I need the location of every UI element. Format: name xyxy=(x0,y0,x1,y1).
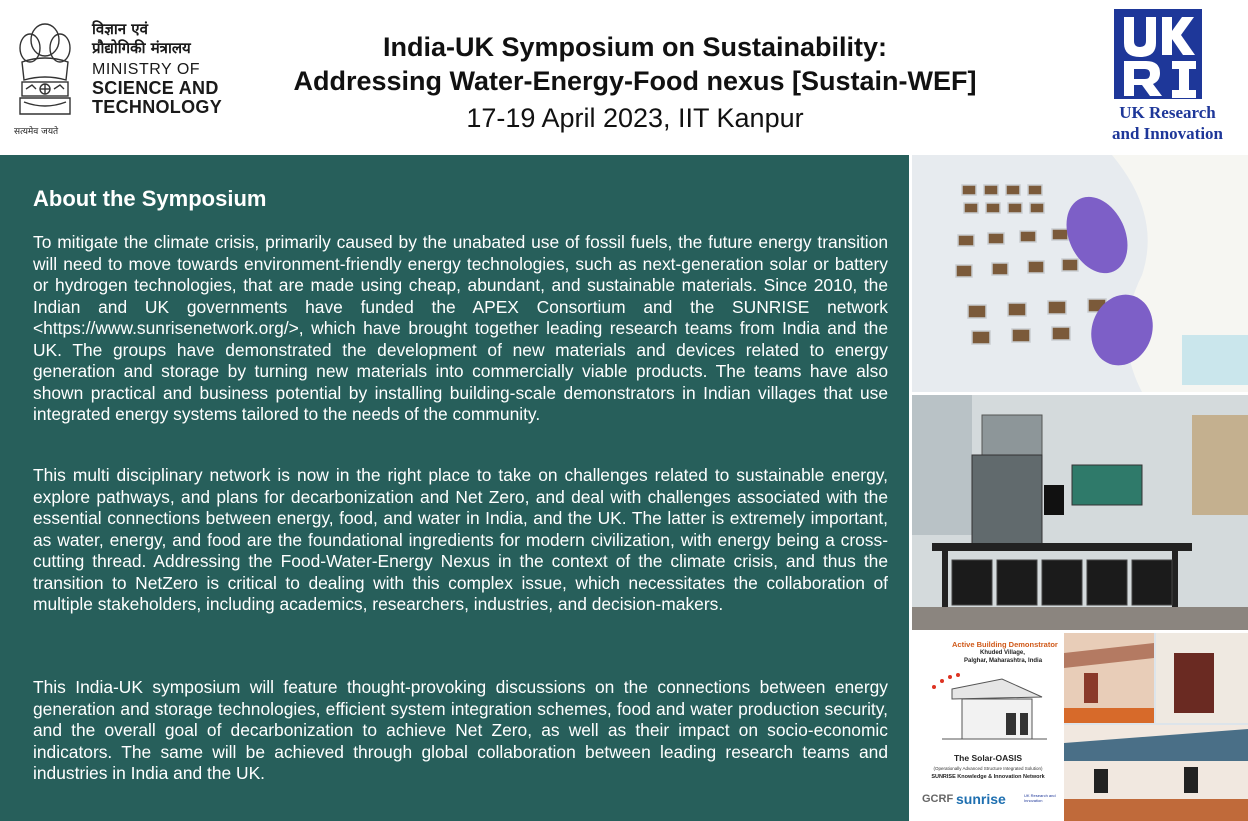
sunrise-logo: sunrise xyxy=(956,791,1006,807)
demonstrator-network: SUNRISE Knowledge & Innovation Network xyxy=(931,774,1045,780)
about-panel xyxy=(0,155,909,821)
page-header xyxy=(0,0,1248,155)
demonstrator-title: Active Building Demonstrator xyxy=(952,640,1058,649)
energy-system-illustration xyxy=(912,395,1248,630)
ministry-line1: MINISTRY OF xyxy=(92,61,201,78)
demonstrator-poster xyxy=(912,633,1064,821)
demonstrator-location-1: Khuded Village, xyxy=(980,650,1025,656)
national-emblem-icon xyxy=(10,12,80,134)
energy-system-photo xyxy=(912,395,1248,630)
about-paragraph-1: To mitigate the climate crisis, primarily caused by the unabated use of fossil fuels, the future energy transition will need to move towards environment-friendly energy technologies, such as next-generation solar or battery or hydrogen technologies, that are made using cheap, abundant, and sustainable materials. Since 2010, the Indian and UK governments have funded the APEX Consortium and the SUNRISE network <https://www.sunrisenetwork.org/>, which have brought together leading research teams from India and the UK. The groups have demonstrated the development of new materials and devices related to energy generation and storage by turning new materials into commercially viable products. The teams have also shown practical and business potential by installing building-scale demonstrators in Indian villages that use integrated energy systems tailored to the needs of the community. xyxy=(33,232,888,424)
ministry-line3: TECHNOLOGY xyxy=(92,97,223,117)
ukri-name xyxy=(1100,102,1235,144)
demonstrator-location-2: Palghar, Maharashtra, India xyxy=(964,658,1043,664)
ukri-line1: UK Research xyxy=(1119,103,1216,122)
demonstrator-collage xyxy=(912,633,1248,821)
demonstrator-subtitle: (Operationally Advanced Structure Integrated Solution) xyxy=(933,766,1043,771)
title-line2: Addressing Water-Energy-Food nexus [Sustain-WEF] xyxy=(293,66,977,96)
title-date-venue: 17-19 April 2023, IIT Kanpur xyxy=(466,103,804,133)
lab-devices-illustration xyxy=(912,155,1248,392)
ministry-line2: SCIENCE AND xyxy=(92,78,219,98)
ukri-small-logo: UK Research and Innovation xyxy=(1024,793,1056,803)
gcrf-logo: GCRF xyxy=(922,793,954,805)
ministry-hindi-line2: प्रौद्योगिकी मंत्रालय xyxy=(92,39,191,57)
ministry-hindi-line1: विज्ञान एवं xyxy=(92,20,148,38)
lab-devices-photo xyxy=(912,155,1248,392)
symposium-title xyxy=(250,30,1020,136)
ukri-line2: and Innovation xyxy=(1111,124,1224,143)
village-building-photos xyxy=(1064,633,1248,821)
ministry-name xyxy=(92,20,222,117)
about-paragraph-2: This multi disciplinary network is now in the right place to take on challenges related to sustainable energy, explore pathways, and plans for decarbonization and Net Zero, and deal with challenges associated with the essential connections between energy, food, and water in India, and the UK. The latter is extremely important, as water, energy, and food are the foundational ingredients for modern civilization, with energy being a cross-cutting thread. Addressing the Food-Water-Energy Nexus in the context of the climate crisis, and thus the transition to NetZero is critical to dealing with this complex issue, which necessitates the collaboration of multiple stakeholders, including academics, researchers, industries, and decision-makers. xyxy=(33,465,888,614)
ukri-logo-icon xyxy=(1114,9,1202,99)
about-paragraph-3: This India-UK symposium will feature thought-provoking discussions on the connections between energy generation and storage technologies, efficient system integration schemes, food and water production security, and the overall goal of decarbonization to achieve Net Zero, as well as their impact on socio-economic indicators. The same will be achieved through global collaboration between leading research teams and industries in India and the UK. xyxy=(33,677,888,783)
demonstrator-name: The Solar-OASIS xyxy=(953,753,1022,763)
about-heading: About the Symposium xyxy=(33,186,267,211)
building-diagram-icon xyxy=(922,669,1057,749)
title-line1: India-UK Symposium on Sustainability: xyxy=(382,32,888,62)
emblem-motto: सत्यमेव जयते xyxy=(14,127,59,137)
